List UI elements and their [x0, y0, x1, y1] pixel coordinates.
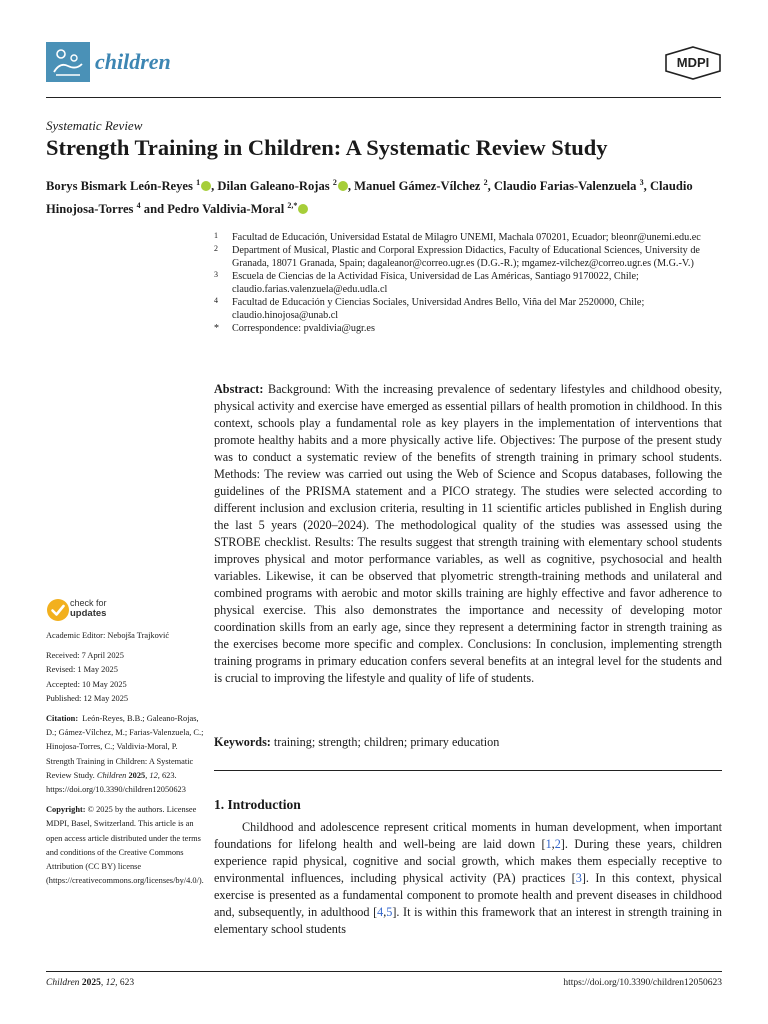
ref-link-1[interactable]: 1 [545, 837, 552, 851]
author-affiliation-marker: 4 [136, 201, 141, 211]
citation-label: Citation: [46, 714, 79, 724]
footer-journal: Children [46, 978, 80, 988]
intro-text-2: ]. During these years, children experience rapid physical, cognitive and social growth, which makes them especially receptive to environmental influences, including physical activity (PA) practices [ [214, 837, 722, 885]
intro-text-3: ]. In this context, physical exercise is presented as a fundamental component to promote health and prevent diseases in childhood and, subsequently, in adulthood [ [214, 871, 723, 919]
copyright-block [46, 803, 206, 888]
article-type: Systematic Review [46, 118, 143, 133]
citation-text: León-Reyes, B.B.; Galeano-Rojas, D.; Gámez-Vílchez, M.; Farias-Valenzuela, C.; Hinojosa-Torres, C.; Valdivia-Moral, P. Strength Training in Children: A Systematic Review Study. [46, 714, 204, 780]
author-affiliation-marker: 2 [332, 178, 337, 187]
ref-link-5[interactable]: 5 [386, 905, 393, 919]
keywords [214, 735, 722, 750]
published-date: Published: 12 May 2025 [46, 693, 129, 703]
citation-volume: 12 [149, 770, 158, 780]
received-date: Received: 7 April 2025 [46, 651, 124, 661]
author-name: Dilan Galeano-Rojas [217, 179, 330, 194]
author-separator: , [211, 179, 218, 194]
orcid-icon[interactable] [201, 181, 211, 191]
ref-link-3[interactable]: 3 [575, 871, 582, 885]
abstract-text: Background: With the increasing prevalence of sedentary lifestyles and childhood obesity, physical activity and exercise have emerged as essential pillars of health promotion in childhood. In this context, schools play a fundamental role as key players in the implementation of interventions that promote healthy habits and a more physically active life. Objectives: The purpose of the present study was to conduct a systematic review of the benefits of strength training in primary school students. Methods: The review was carried out using the Web of Science and Scopus databases, following the guidelines of the PRISMA statement and a PICO strategy. The studies were selected according to different inclusion and exclusion criteria, resulting in 11 scientific articles published in English during the last 5 years (2020–2024). The methodological quality of the studies was assessed using the STROBE checklist. Results: The results suggest that strength training with elementary school students improves physical and motor performance variables, as well as cognitive, psychosocial and health variables. Likewise, it can be observed that plyometric strength-training methods and unilateral and combined programs with aerobic and motor skills training are highly effective and favor adherence to physical exercise. This also demonstrates the importance and necessity of developing motor coordination skills from an early age, since they represent a determining factor in strength training as the exercises become more specific and complex. Conclusions: In conclusion, implementing strength training programs in primary education confers several benefits at an integral level for the students and is crucial to improving the lifestyle and quality of life of students. [214, 382, 723, 685]
intro-text-1: Childhood and adolescence represent critical moments in human development, when important foundations for lifelong health and well-being are laid down [ [214, 820, 722, 851]
affiliation-number: 3 [214, 270, 218, 279]
affiliation-text: Department of Musical, Plastic and Corporal Expression Didactics, Faculty of Educational Sciences, University de Granada, 18071 Granada, Spain; dagaleanor@correo.ugr.es (D.G.-R.); mgamez-vilchez@correo.ugr.es (M.G.-V.) [232, 245, 700, 269]
article-title: Strength Training in Children: A Systematic Review Study [46, 135, 608, 160]
affiliation-list [214, 231, 724, 335]
ref-separator: , [551, 837, 555, 851]
sidebar [46, 629, 206, 888]
correspondence-mark: * [214, 323, 219, 334]
section-heading: 1. Introduction [214, 797, 301, 812]
author-affiliation-marker: 1 [196, 178, 201, 187]
revised-date: Revised: 1 May 2025 [46, 665, 118, 675]
affiliation-1 [214, 231, 724, 244]
footer-citation: Children 2025, 12, 623 [46, 978, 135, 988]
academic-editor: Academic Editor: Nebojša Trajković [46, 631, 170, 640]
affiliation-text: Facultad de Educación, Universidad Estatal de Milagro UNEMI, Machala 070201, Ecuador; bleonr@unemi.edu.ec [232, 232, 701, 243]
header-divider [46, 97, 721, 98]
copyright-label: Copyright: [46, 805, 86, 815]
author-list [46, 173, 726, 219]
citation-journal: Children [96, 770, 127, 780]
check-line-2: updates [70, 608, 107, 619]
footer-doi-link[interactable]: https://doi.org/10.3390/children12050623 [563, 978, 722, 988]
footer-page: , 623 [115, 978, 135, 988]
author-name: Manuel Gámez-Vílchez [354, 179, 481, 194]
section-divider [214, 770, 722, 771]
journal-name: children [95, 49, 171, 74]
author-name: Pedro Valdivia-Moral [167, 202, 285, 217]
author-affiliation-marker: 2 [483, 178, 488, 187]
citation-block: Citation: León-Reyes, B.B.; Galeano-Rojas, D.; Gámez-Vílchez, M.; Farias-Valenzuela, C.; Hinojosa-Torres, C.; Valdivia-Moral, P. Strength Training in Children: A Systematic Review Study. Children 2025, 12, 623. https://doi.org/10.3390/children12050623 [46, 714, 204, 795]
copyright-text: © 2025 by the authors. Licensee MDPI, Basel, Switzerland. This article is an open access article distributed under the terms and conditions of the Creative Commons Attribution (CC BY) license (https://creativecommons.org/licenses/by/4.0/). [46, 805, 204, 886]
journal-logo [46, 42, 90, 82]
check-for-updates-icon[interactable] [46, 598, 70, 622]
abstract-label: Abstract: [214, 382, 264, 396]
author-separator: and [140, 202, 168, 217]
footer-year: 2025 [81, 978, 101, 988]
publisher-logo [664, 46, 722, 80]
affiliation-number: 4 [214, 296, 218, 305]
footer-volume: 12 [105, 978, 116, 988]
footer-divider [46, 971, 722, 972]
accepted-date: Accepted: 10 May 2025 [46, 679, 127, 689]
orcid-icon[interactable] [338, 181, 348, 191]
author-separator: , [347, 179, 355, 194]
affiliation-text: Facultad de Educación y Ciencias Sociales, Universidad Andres Bello, Viña del Mar 2520000, Chile; claudio.hinojosa@unab.cl [232, 297, 645, 321]
author-separator: , [487, 179, 494, 194]
intro-paragraph [214, 819, 722, 938]
citation-year: 2025 [128, 770, 146, 780]
author-separator: , [643, 179, 650, 194]
author-name: Borys Bismark León-Reyes [46, 179, 193, 194]
author-name: Claudio Farias-Valenzuela [493, 179, 637, 194]
affiliation-3 [214, 270, 724, 296]
ref-link-2[interactable]: 2 [554, 837, 561, 851]
correspondence [214, 322, 724, 335]
correspondence-text: Correspondence: pvaldivia@ugr.es [232, 323, 375, 334]
affiliation-number: 2 [214, 244, 218, 253]
keywords-label: Keywords: [214, 735, 271, 749]
ref-link-4[interactable]: 4 [377, 905, 384, 919]
affiliation-number: 1 [214, 231, 218, 240]
citation-doi[interactable]: , 623. https://doi.org/10.3390/children12050623 [46, 770, 186, 795]
author-affiliation-marker: 2,* [287, 201, 298, 211]
publisher-name: MDPI [676, 55, 710, 70]
abstract [214, 381, 722, 687]
orcid-icon[interactable] [298, 204, 308, 214]
check-for-updates-link[interactable] [70, 598, 107, 619]
check-line-1: check for [70, 598, 107, 608]
children-logo-icon [46, 42, 90, 82]
keywords-text: training; strength; children; primary education [273, 735, 500, 749]
affiliation-2 [214, 244, 724, 270]
intro-text-4: ]. It is within this framework that an interest in strength training in elementary school students [214, 905, 722, 936]
affiliation-4 [214, 296, 724, 322]
affiliation-text: Escuela de Ciencias de la Actividad Física, Universidad de Las Américas, Santiago 9170022, Chile; claudio.farias.valenzuela@edu.udla.cl [232, 271, 639, 295]
author-name: Claudio Hinojosa-Torres [46, 179, 693, 217]
ref-separator: , [383, 905, 387, 919]
author-affiliation-marker: 3 [639, 178, 644, 187]
